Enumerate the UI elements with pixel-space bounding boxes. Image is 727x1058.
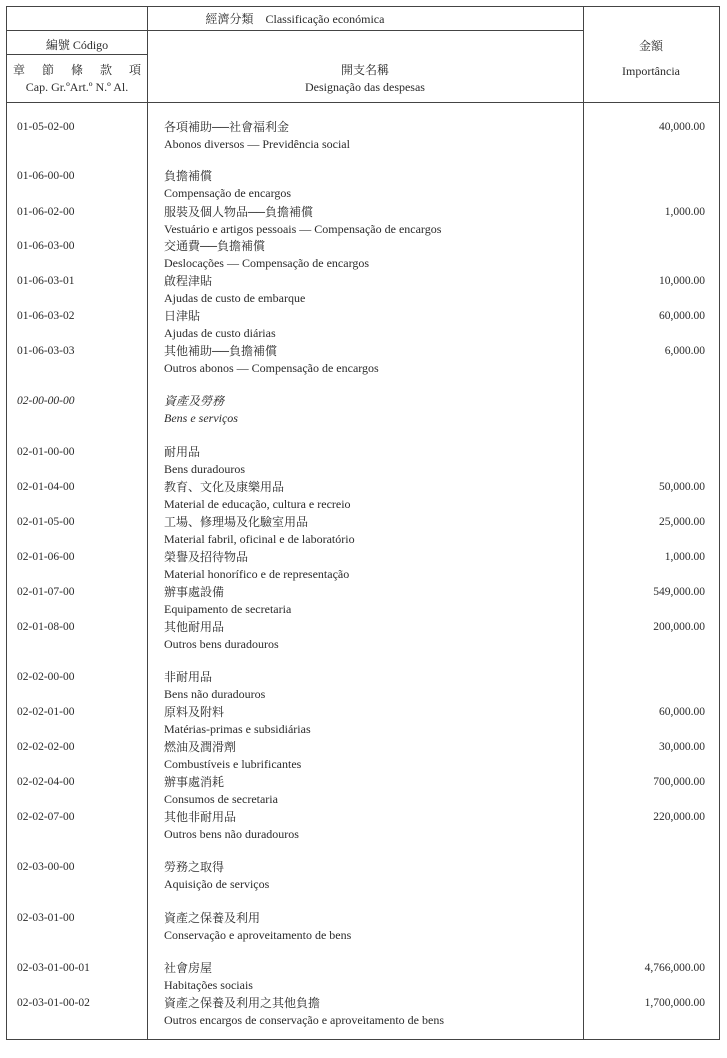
row-title-zh: 耐用品 — [164, 445, 201, 459]
row-title-pt: Ajudas de custo de embarque — [164, 291, 306, 305]
row-title-pt: Aquisição de serviços — [164, 877, 270, 891]
row-title-zh: 社會房屋 — [164, 961, 213, 975]
header-code-label: 編號 Código — [45, 38, 109, 52]
row-title-pt: Abonos diversos — Previdência social — [164, 137, 350, 151]
table-row — [7, 774, 719, 810]
row-title-zh: 資產之保養及利用之其他負擔 — [164, 996, 321, 1010]
table-row — [7, 549, 719, 585]
row-code: 02-03-01-00-02 — [17, 997, 90, 1009]
row-title-zh: 交通費──負擔補償 — [164, 239, 266, 253]
row-title-zh: 教育、文化及康樂用品 — [164, 480, 285, 494]
row-title-zh: 榮譽及招待物品 — [164, 550, 249, 564]
row-code: 02-03-01-00 — [17, 912, 75, 924]
table-row — [7, 238, 719, 274]
row-title-zh: 資產之保養及利用 — [164, 911, 261, 925]
rule-header-bottom — [7, 102, 719, 103]
table-row — [7, 859, 719, 895]
row-amount: 4,766,000.00 — [644, 962, 705, 974]
row-title-zh: 工場、修理場及化驗室用品 — [164, 515, 309, 529]
header-amount-zh: 金額 — [638, 39, 663, 53]
row-amount: 60,000.00 — [659, 310, 705, 322]
row-title-zh: 其他非耐用品 — [164, 810, 237, 824]
row-title-pt: Conservação e aproveitamento de bens — [164, 928, 352, 942]
row-title-pt: Outros bens duradouros — [164, 637, 279, 651]
row-amount: 200,000.00 — [653, 621, 705, 633]
rule-header-code — [7, 54, 147, 55]
row-code: 02-01-05-00 — [17, 516, 75, 528]
header-levels-pt: Cap. Gr.ºArt.º N.º Al. — [25, 80, 129, 94]
table-row — [7, 119, 719, 155]
row-amount: 1,700,000.00 — [644, 997, 705, 1009]
table-row — [7, 514, 719, 550]
row-title-pt: Compensação de encargos — [164, 186, 292, 200]
table-row — [7, 739, 719, 775]
header-designation-pt: Designação das despesas — [305, 80, 425, 94]
table-row — [7, 619, 719, 655]
table-row — [7, 910, 719, 946]
row-code: 01-06-03-02 — [17, 310, 75, 322]
header-classification: 經濟分類 Classificação económica — [205, 12, 385, 26]
row-title-pt: Material de educação, cultura e recreio — [164, 497, 351, 511]
table-row — [7, 308, 719, 344]
row-title-pt: Outros encargos de conservação e aproveitamento de bens — [164, 1013, 445, 1027]
table-row — [7, 273, 719, 309]
row-code: 01-06-02-00 — [17, 206, 75, 218]
level-number: 款 — [99, 63, 112, 77]
row-title-zh: 其他耐用品 — [164, 620, 225, 634]
table-row — [7, 168, 719, 204]
row-amount: 700,000.00 — [653, 776, 705, 788]
row-title-pt: Material fabril, oficinal e de laboratório — [164, 532, 355, 546]
row-code: 02-02-00-00 — [17, 671, 75, 683]
row-amount: 50,000.00 — [659, 481, 705, 493]
row-title-zh: 各項補助──社會福利金 — [164, 120, 290, 134]
row-title-pt: Ajudas de custo diárias — [164, 326, 276, 340]
row-amount: 6,000.00 — [664, 345, 705, 357]
row-amount: 60,000.00 — [659, 706, 705, 718]
table-row — [7, 669, 719, 705]
row-title-zh: 資產及勞務 — [164, 394, 225, 408]
row-title-zh: 啟程津貼 — [164, 274, 213, 288]
row-amount: 220,000.00 — [653, 811, 705, 823]
row-title-zh: 原料及附料 — [164, 705, 225, 719]
row-title-pt: Habitações sociais — [164, 978, 253, 992]
row-code: 01-05-02-00 — [17, 121, 75, 133]
row-title-zh: 負擔補償 — [164, 169, 213, 183]
level-chapter: 章 — [13, 63, 26, 77]
row-title-zh: 日津貼 — [164, 309, 201, 323]
row-code: 02-02-02-00 — [17, 741, 75, 753]
row-code: 02-02-04-00 — [17, 776, 75, 788]
row-title-zh: 勞務之取得 — [164, 860, 225, 874]
table-row — [7, 343, 719, 379]
level-group: 節 — [41, 63, 54, 77]
row-amount: 30,000.00 — [659, 741, 705, 753]
level-alinea: 項 — [128, 63, 141, 77]
row-amount: 549,000.00 — [653, 586, 705, 598]
row-code: 02-00-00-00 — [17, 395, 75, 407]
row-title-zh: 非耐用品 — [164, 670, 213, 684]
row-title-pt: Deslocações — Compensação de encargos — [164, 256, 370, 270]
budget-table — [6, 6, 720, 1040]
row-amount: 25,000.00 — [659, 516, 705, 528]
row-title-zh: 辦事處設備 — [164, 585, 225, 599]
row-title-pt: Matérias-primas e subsidiárias — [164, 722, 311, 736]
table-row — [7, 393, 719, 429]
row-code: 01-06-03-01 — [17, 275, 75, 287]
table-row — [7, 995, 719, 1031]
rule-header-classification — [7, 30, 583, 31]
header-levels-zh — [13, 63, 141, 77]
table-row — [7, 704, 719, 740]
row-code: 02-03-00-00 — [17, 861, 75, 873]
row-code: 02-03-01-00-01 — [17, 962, 90, 974]
row-title-pt: Vestuário e artigos pessoais — Compensação de encargos — [164, 222, 442, 236]
row-code: 01-06-03-00 — [17, 240, 75, 252]
row-code: 02-01-00-00 — [17, 446, 75, 458]
row-title-zh: 辦事處消耗 — [164, 775, 225, 789]
row-code: 02-01-08-00 — [17, 621, 75, 633]
table-row — [7, 479, 719, 515]
row-code: 02-01-07-00 — [17, 586, 75, 598]
header-designation-zh: 開支名稱 — [340, 63, 389, 77]
row-amount: 10,000.00 — [659, 275, 705, 287]
table-row — [7, 809, 719, 845]
row-title-zh: 服裝及個人物品──負擔補償 — [164, 205, 314, 219]
row-title-pt: Material honorífico e de representação — [164, 567, 350, 581]
row-amount: 1,000.00 — [664, 551, 705, 563]
table-row — [7, 960, 719, 996]
header-amount-pt: Importância — [622, 64, 680, 78]
row-code: 02-02-01-00 — [17, 706, 75, 718]
row-title-pt: Bens duradouros — [164, 462, 245, 476]
table-row — [7, 444, 719, 480]
row-title-pt: Bens e serviços — [164, 411, 238, 425]
row-title-pt: Combustíveis e lubrificantes — [164, 757, 302, 771]
row-code: 02-02-07-00 — [17, 811, 75, 823]
row-title-pt: Outros abonos — Compensação de encargos — [164, 361, 379, 375]
table-row — [7, 204, 719, 240]
row-code: 02-01-06-00 — [17, 551, 75, 563]
row-amount: 1,000.00 — [664, 206, 705, 218]
level-article: 條 — [70, 63, 83, 77]
row-code: 01-06-03-03 — [17, 345, 75, 357]
row-title-zh: 燃油及潤滑劑 — [164, 740, 237, 754]
row-title-pt: Outros bens não duradouros — [164, 827, 299, 841]
row-title-zh: 其他補助──負擔補償 — [164, 344, 278, 358]
row-code: 02-01-04-00 — [17, 481, 75, 493]
row-code: 01-06-00-00 — [17, 170, 75, 182]
row-title-pt: Equipamento de secretaria — [164, 602, 292, 616]
row-amount: 40,000.00 — [659, 121, 705, 133]
table-row — [7, 584, 719, 620]
row-title-pt: Bens não duradouros — [164, 687, 266, 701]
row-title-pt: Consumos de secretaria — [164, 792, 278, 806]
